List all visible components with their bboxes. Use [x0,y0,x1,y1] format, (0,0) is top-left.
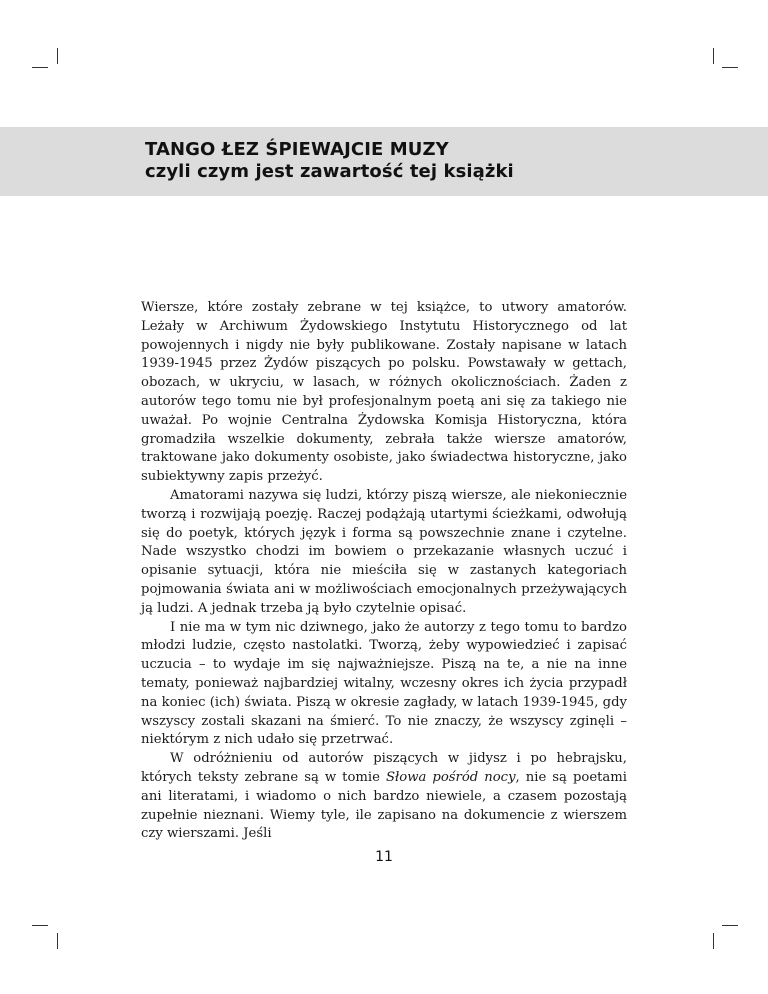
paragraph [141,750,627,844]
chapter-subtitle: czyli czym jest zawartość tej książki [145,161,514,182]
crop-mark [722,67,738,68]
crop-mark [57,48,58,64]
body-text [141,299,627,844]
crop-mark [32,67,48,68]
crop-mark [713,933,714,949]
paragraph: Amatorami nazywa się ludzi, którzy piszą wiersze, ale niekoniecznie tworzą i rozwijają poezję. Raczej podążają utartymi ścieżkami, odwołują się do poetyk, których język i forma są powszechnie znane i czytelne. Nade wszystko chodzi im bowiem o przekazanie własnych uczuć i opisanie sytuacji, która nie mieściła się w zastanych kategoriach pojmowania świata ani w możliwościach emocjonalnych przeżywających ją ludzi. A jednak trzeba ją było czytelnie opisać. [141,487,627,616]
crop-mark [722,925,738,926]
paragraph: I nie ma w tym nic dziwnego, jako że autorzy z tego tomu to bardzo młodzi ludzie, często nastolatki. Tworzą, żeby wypowiedzieć i zapisać uczucia – to wydaje im się najważniejsze. Piszą na te, a nie na inne tematy, ponieważ najbardziej witalny, wczesny okres ich życia przypadł na koniec (ich) świata. Piszą w okresie zagłady, w latach 1939-1945, gdy wszyscy zostali skazani na śmierć. To nie znaczy, że wszyscy zginęli – niektórym z nich udało się przetrwać. [141,619,627,748]
crop-mark [57,933,58,949]
crop-mark [713,48,714,64]
paragraph-text: , nie są poetami ani literatami, i wiadomo o nich bardzo niewiele, a czasem pozostają zupełnie nieznani. Wiemy tyle, ile zapisano na dokumencie z wierszem czy wierszami. Jeśli [141,769,628,842]
book-title: Słowa pośród nocy [385,769,516,785]
paragraph-text: W odróżnieniu od autorów piszących w jidysz i po hebrajsku, których teksty zebrane są w tomie [141,751,627,785]
page-number: 11 [375,849,393,865]
crop-mark [32,925,48,926]
chapter-title: TANGO ŁEZ ŚPIEWAJCIE MUZY [145,139,449,160]
paragraph: Wiersze, które zostały zebrane w tej książce, to utwory amatorów. Leżały w Archiwum Żydowskiego Instytutu Historycznego od lat powojennych i nigdy nie były publikowane. Zostały napisane w latach 1939-1945 przez Żydów piszących po polsku. Powstawały w gettach, obozach, w ukryciu, w lasach, w różnych okolicznościach. Żaden z autorów tego tomu nie był profesjonalnym poetą ani się za takiego nie uważał. Po wojnie Centralna Żydowska Komisja Historyczna, która gromadziła wszelkie dokumenty, zebrała także wiersze amatorów, traktowane jako dokumenty osobiste, jako świadectwa historyczne, jako subiektywny zapis przeżyć. [141,300,627,485]
